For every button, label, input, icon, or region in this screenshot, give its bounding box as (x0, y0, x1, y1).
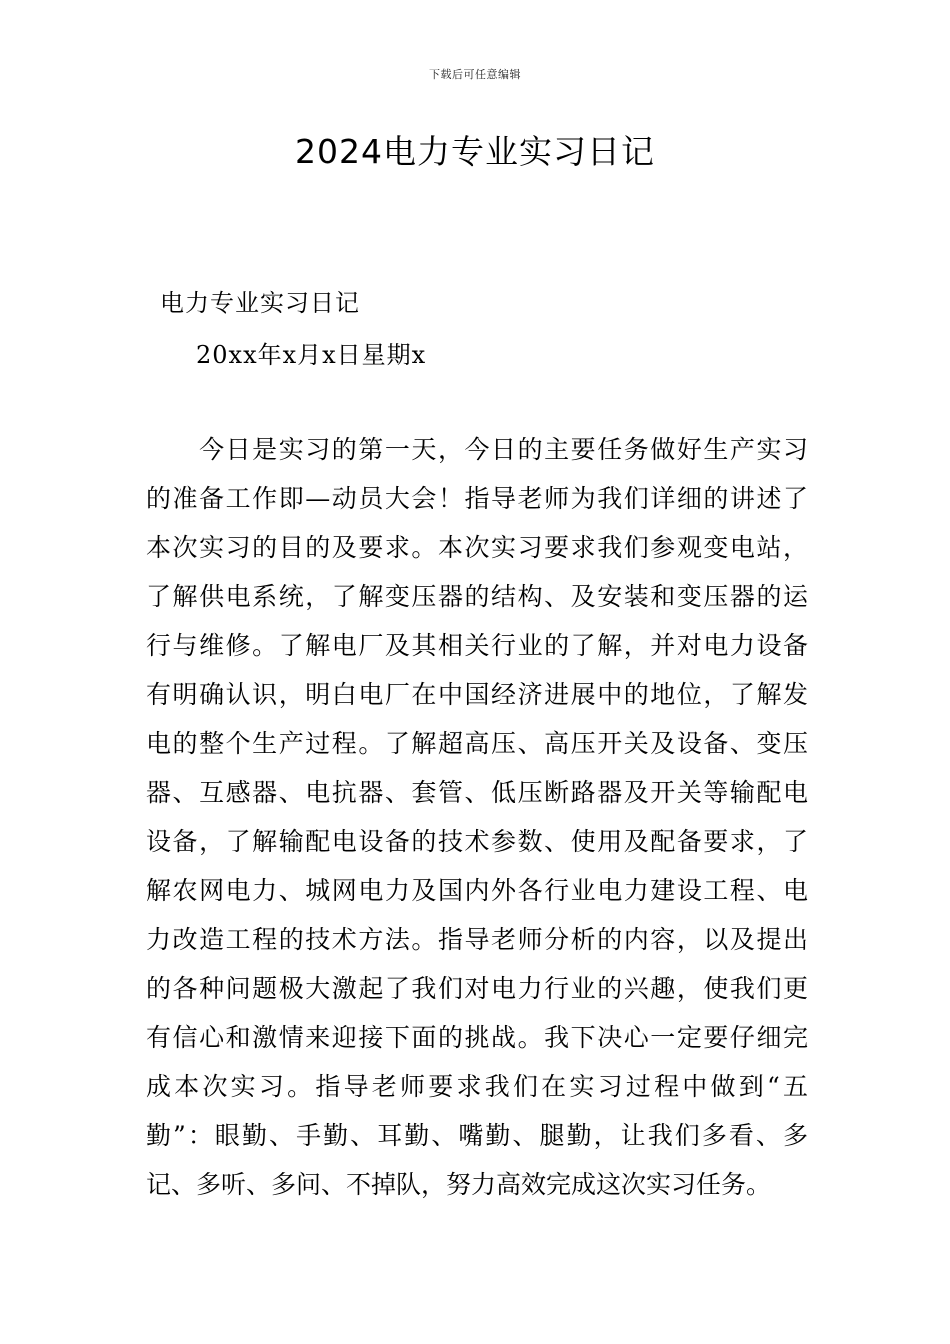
paragraph-line: 本次实习的目的及要求。本次实习要求我们参观变电站， (146, 533, 808, 562)
paragraph-line: 电的整个生产过程。了解超高压、高压开关及设备、变压 (146, 729, 808, 758)
paragraph-line: 的准备工作即—动员大会！指导老师为我们详细的讲述了 (146, 484, 808, 513)
body-paragraph (146, 425, 808, 1209)
paragraph-line: 设备，了解输配电设备的技术参数、使用及配备要求，了 (146, 827, 808, 856)
paragraph-line: 器、互感器、电抗器、套管、低压断路器及开关等输配电 (146, 778, 808, 807)
date-line: 20xx年x月x日星期x (196, 341, 427, 369)
paragraph-line: 有信心和激情来迎接下面的挑战。我下决心一定要仔细完 (146, 1023, 808, 1052)
paragraph-line: 的各种问题极大激起了我们对电力行业的兴趣，使我们更 (146, 974, 808, 1003)
paragraph-line: 力改造工程的技术方法。指导老师分析的内容，以及提出 (146, 925, 808, 954)
paragraph-line: 成本次实习。指导老师要求我们在实习过程中做到“五 (146, 1072, 808, 1101)
paragraph-line: 有明确认识，明白电厂在中国经济进展中的地位，了解发 (146, 680, 808, 709)
paragraph-line: 记、多听、多问、不掉队，努力高效完成这次实习任务。 (146, 1170, 772, 1199)
paragraph-line: 解农网电力、城网电力及国内外各行业电力建设工程、电 (146, 876, 808, 905)
paragraph-line: 勤”：眼勤、手勤、耳勤、嘴勤、腿勤，让我们多看、多 (146, 1121, 808, 1150)
document-title: 2024电力专业实习日记 (295, 132, 655, 171)
header-note: 下载后可任意编辑 (429, 68, 521, 81)
paragraph-line: 了解供电系统，了解变压器的结构、及安装和变压器的运 (146, 582, 808, 611)
paragraph-line: 行与维修。了解电厂及其相关行业的了解，并对电力设备 (146, 631, 808, 660)
document-subtitle: 电力专业实习日记 (160, 289, 360, 317)
paragraph-line: 今日是实习的第一天，今日的主要任务做好生产实习 (146, 435, 808, 464)
